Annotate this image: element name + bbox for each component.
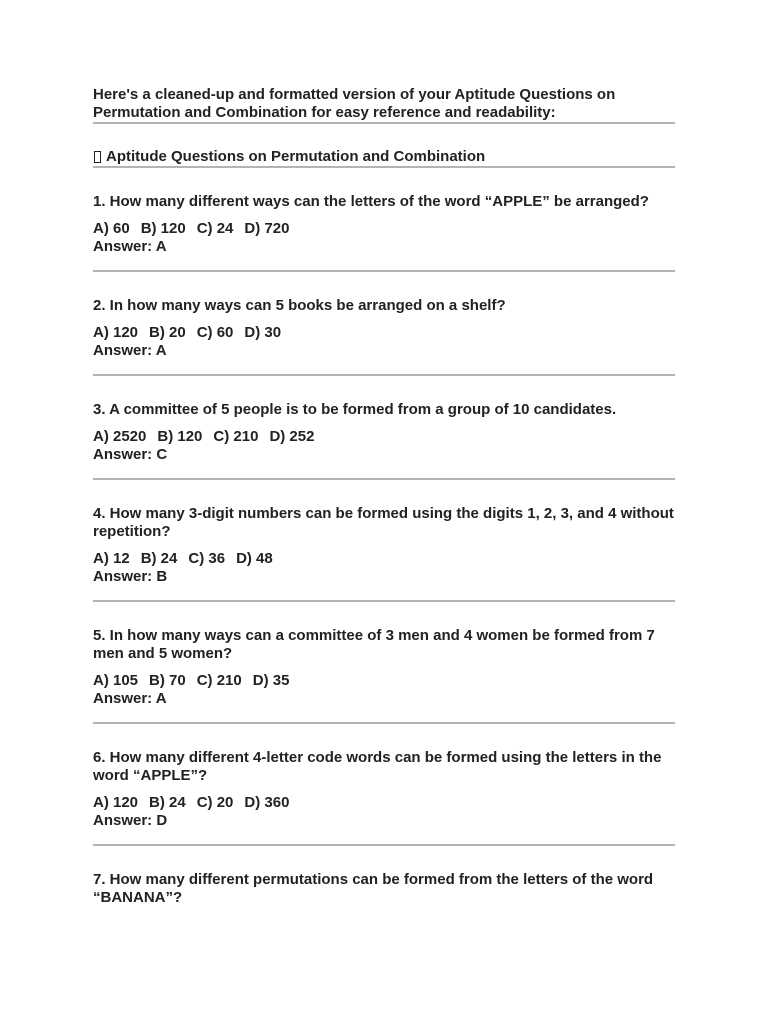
answer-option: D) 30: [244, 324, 282, 341]
answer-option: A) 120: [93, 794, 139, 811]
answer-option: B) 20: [149, 324, 186, 341]
answer-options: [93, 672, 675, 690]
answer-key: Answer: A: [93, 342, 167, 359]
answer-key: Answer: A: [93, 238, 167, 255]
question-text: 6. How many different 4-letter code words can be formed using the letters in the word “APPLE”?: [93, 749, 662, 784]
answer-key: Answer: B: [93, 568, 168, 585]
question-item: [93, 480, 675, 600]
answer-key: Answer: D: [93, 812, 168, 829]
answer-key: Answer: C: [93, 446, 168, 463]
question-list: [93, 168, 675, 921]
answer-option: B) 120: [140, 220, 186, 237]
question-text: 5. In how many ways can a committee of 3 men and 4 women be formed from 7 men and 5 women?: [93, 627, 655, 662]
divider: [93, 122, 675, 124]
missing-glyph-box-icon: [94, 151, 101, 163]
answer-option: C) 210: [196, 672, 242, 689]
document-page: [93, 86, 675, 921]
answer-key: Answer: A: [93, 690, 167, 707]
question-text: 2. In how many ways can 5 books be arranged on a shelf?: [93, 297, 506, 314]
section-heading: [93, 148, 675, 166]
answer-option: A) 105: [93, 672, 139, 689]
question-text: 3. A committee of 5 people is to be formed from a group of 10 candidates.: [93, 401, 617, 418]
answer-option: D) 35: [252, 672, 290, 689]
question-text: 1. How many different ways can the letters of the word “APPLE” be arranged?: [93, 193, 649, 210]
answer-option: D) 252: [269, 428, 315, 445]
answer-option: A) 120: [93, 324, 139, 341]
answer-option: B) 120: [157, 428, 203, 445]
answer-option: C) 20: [196, 794, 234, 811]
question-item: [93, 272, 675, 374]
answer-option: D) 360: [244, 794, 290, 811]
question-text: 4. How many 3-digit numbers can be formed using the digits 1, 2, 3, and 4 without repetition?: [93, 505, 674, 540]
answer-option: C) 60: [196, 324, 234, 341]
answer-option: B) 24: [149, 794, 186, 811]
answer-option: D) 720: [244, 220, 290, 237]
section-heading-text: Aptitude Questions on Permutation and Combination: [106, 148, 486, 165]
answer-options: [93, 794, 675, 812]
answer-option: A) 12: [93, 550, 130, 567]
answer-options: [93, 324, 675, 342]
question-item: [93, 168, 675, 270]
question-item: [93, 724, 675, 844]
answer-option: B) 24: [140, 550, 178, 567]
answer-option: C) 36: [188, 550, 226, 567]
answer-option: A) 2520: [93, 428, 147, 445]
question-text: 7. How many different permutations can be formed from the letters of the word “BANANA”?: [93, 871, 654, 906]
question-item: [93, 376, 675, 478]
answer-option: C) 210: [213, 428, 259, 445]
answer-option: B) 70: [149, 672, 186, 689]
answer-options: [93, 428, 675, 446]
answer-options: [93, 220, 675, 238]
question-item: [93, 846, 675, 921]
answer-options: [93, 550, 675, 568]
answer-option: C) 24: [196, 220, 234, 237]
question-item: [93, 602, 675, 722]
intro-paragraph: Here's a cleaned-up and formatted version of your Aptitude Questions on Permutation and Combination for easy reference and readability:: [93, 86, 616, 121]
answer-option: D) 48: [236, 550, 273, 567]
answer-option: A) 60: [93, 220, 130, 237]
